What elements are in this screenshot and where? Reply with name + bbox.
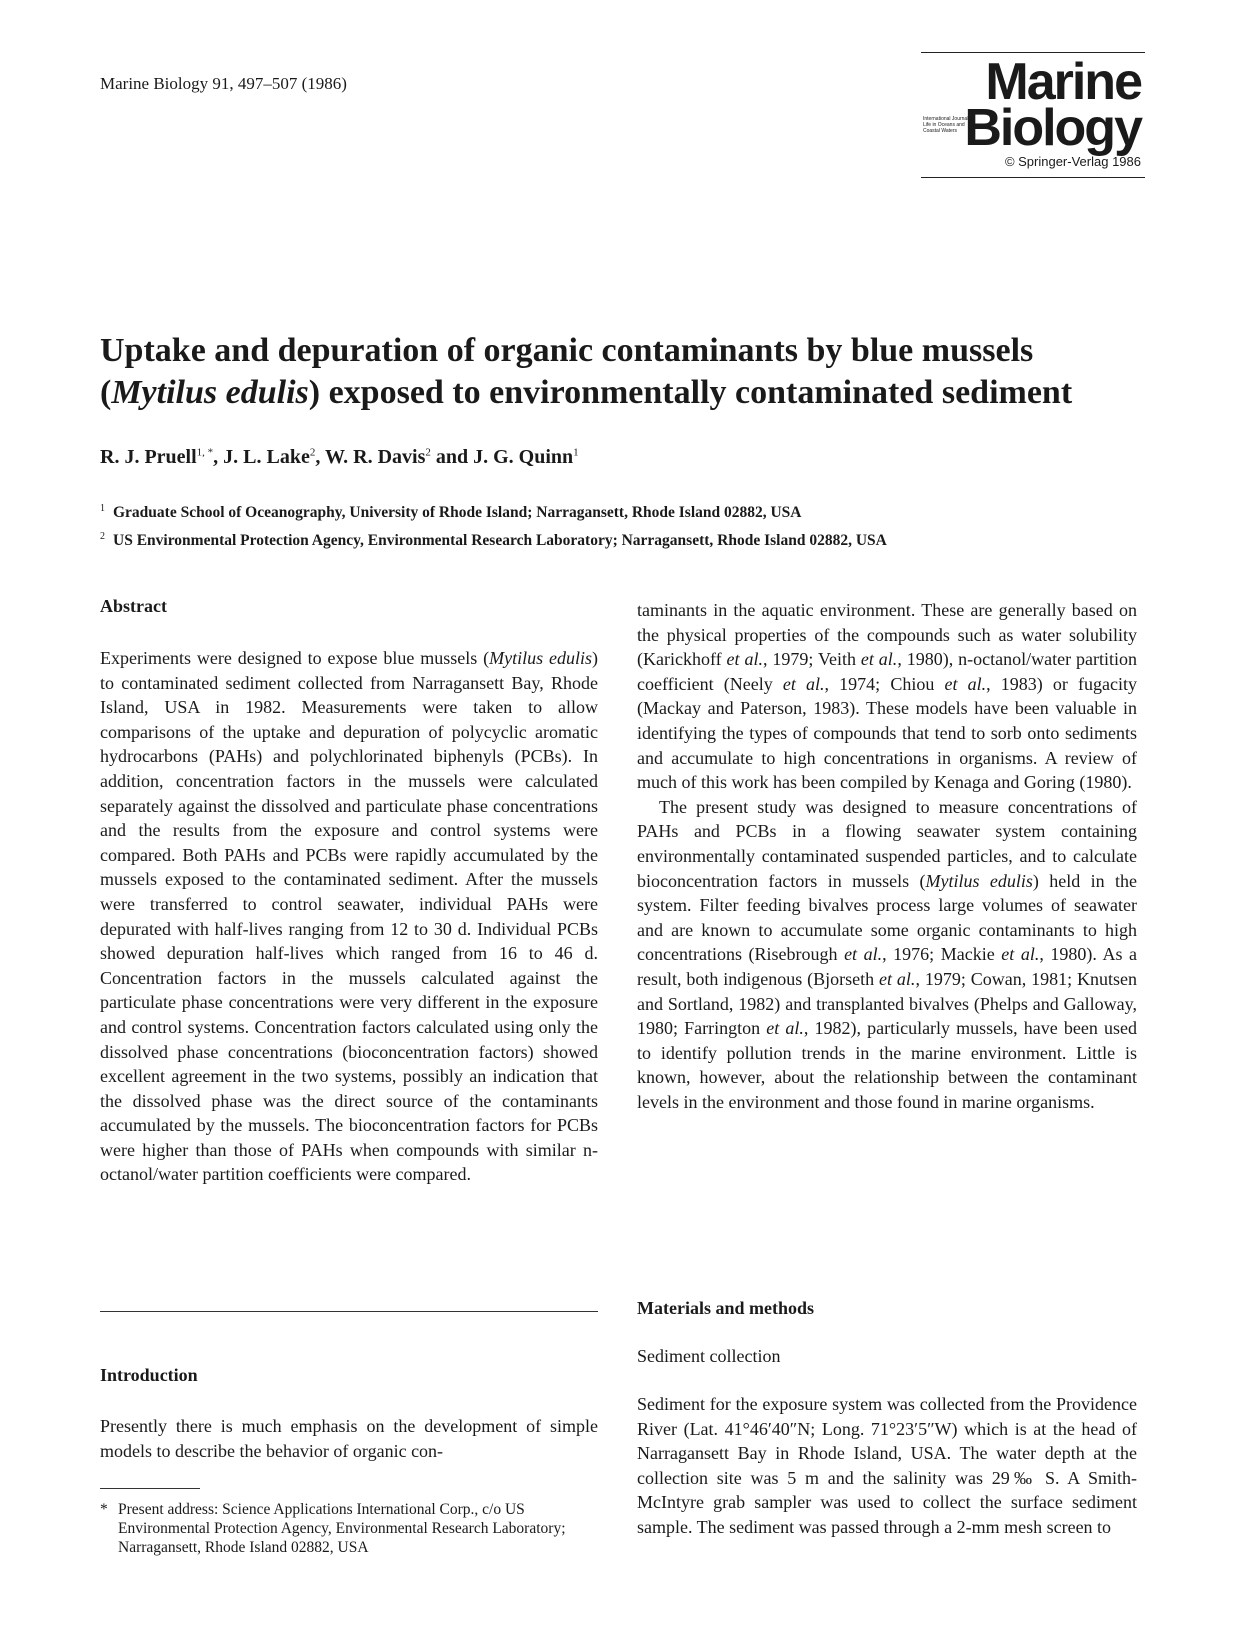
abstract-body: Experiments were designed to expose blue mussels (Mytilus edulis) to contaminated sediment collected from Narragansett Bay, Rhode Island, USA in 1982. Measurements were taken to allow comparisons of the uptake and depuration of polycyclic aromatic hydrocarbons (PAHs) and polychlorinated biphenyls (PCBs). In addition, concentration factors in the mussels were calculated separately against the dissolved and particulate phase concentrations and the results from the exposure and control systems were compared. Both PAHs and PCBs were rapidly accumulated by the mussels exposed to the contaminated sediment. After the mussels were transferred to control seawater, individual PAHs were depurated with half-lives ranging from 12 to 30 d. Individual PCBs showed depuration half-lives which ranged from 16 to 46 d. Concentration factors in the mussels calculated against the particulate phase concentrations were very different in the exposure and control systems. Concentration factors calculated using only the dissolved phase concentrations (bioconcentration factors) showed excellent agreement in the two systems, possibly an indication that the dissolved phase was the direct source of the contaminants accumulated by the mussels. The bioconcentration factors for PCBs were higher than those of PAHs when compounds with similar n-octanol/water partition coefficients were compared. (100, 648, 598, 1185)
abstract-rule (100, 1311, 598, 1312)
title-line-2: (Mytilus edulis) exposed to environmentally contaminated sediment (100, 374, 1073, 411)
title-species: Mytilus edulis (111, 374, 309, 411)
logo-subtitle: International Journal on Life in Oceans and Coastal Waters (923, 116, 976, 134)
logo-marine: Marine (985, 53, 1141, 111)
introduction-body-start: Presently there is much emphasis on the development of simple models to describe the behavior of organic con- (100, 1416, 598, 1461)
footnote-mark: * (100, 1501, 108, 1518)
author-name: J. L. Lake (223, 446, 310, 468)
footnote-rule (100, 1488, 200, 1489)
journal-reference: Marine Biology 91, 497–507 (1986) (100, 74, 347, 93)
methods-body: Sediment for the exposure system was collected from the Providence River (Lat. 41°46′40″N; Long. 71°23′5″W) which is at the head of Narragansett Bay in Rhode Island, USA. The water depth at the collection site was 5 m and the salinity was 29‰ S. A Smith-McIntyre grab sampler was used to collect the surface sediment sample. The sediment was passed through a 2-mm mesh screen to (637, 1394, 1137, 1537)
logo-biology: Biology (964, 99, 1141, 157)
title-line-1: Uptake and depuration of organic contaminants by blue mussels (100, 332, 1034, 369)
footnote-text: Present address: Science Applications International Corp., c/o US Environmental Protection Agency, Environmental Research Laboratory; Narragansett, Rhode Island 02882, USA (118, 1501, 566, 1556)
methods-heading: Materials and methods (637, 1298, 814, 1318)
affiliation-2: $^2$ US Environmental Protection Agency, Environmental Research Laboratory; Narragansett, Rhode Island 02882, USA (100, 531, 887, 550)
introduction-body-continued: taminants in the aquatic environment. These are generally based on the physical properties of the compounds such as water solubility (Karickhoff et al., 1979; Veith et al., 1980), n-octanol/water partition coefficient (Neely et al., 1974; Chiou et al., 1983) or fugacity (Mackay and Paterson, 1983). These models have been valuable in identifying the types of compounds that tend to sorb onto sediments and accumulate to high concentrations in organisms. A review of much of this work has been compiled by Kenaga and Goring (1980). The present study was designed to measure concentrations of PAHs and PCBs in a flowing seawater system containing environmentally contaminated suspended particles, and to calculate bioconcentration factors in mussels (Mytilus edulis) held in the system. Filter feeding bivalves process large volumes of seawater and are known to accumulate some organic contaminants to high concentrations (Risebrough et al., 1976; Mackie et al., 1980). As a result, both indigenous (Bjorseth et al., 1979; Cowan, 1981; Knutsen and Sortland, 1982) and transplanted bivalves (Phelps and Galloway, 1980; Farrington et al., 1982), particularly mussels, have been used to identify pollution trends in the marine environment. Little is known, however, about the relationship between the contaminant levels in the environment and those found in marine organisms. (637, 600, 1138, 1112)
author-name: R. J. Pruell (100, 446, 197, 468)
sediment-collection-subheading: Sediment collection (637, 1346, 781, 1366)
abstract-heading: Abstract (100, 596, 167, 616)
copyright: © Springer-Verlag 1986 (1004, 154, 1141, 169)
author-name: W. R. Davis (324, 446, 426, 468)
author-name: J. G. Quinn (473, 446, 574, 468)
footnote (100, 1500, 598, 1557)
journal-logo (921, 52, 1145, 178)
affiliation-1: $^1$ Graduate School of Oceanography, University of Rhode Island; Narragansett, Rhode Island 02882, USA (100, 503, 802, 522)
logo-bottom-rule (921, 177, 1145, 178)
introduction-heading: Introduction (100, 1365, 198, 1385)
author-list: R. J. Pruell$^{1, *}$, J. L. Lake$^2$, W. R. Davis$^2$ and J. G. Quinn$^1$ (100, 446, 579, 468)
paper-title (100, 330, 1150, 414)
